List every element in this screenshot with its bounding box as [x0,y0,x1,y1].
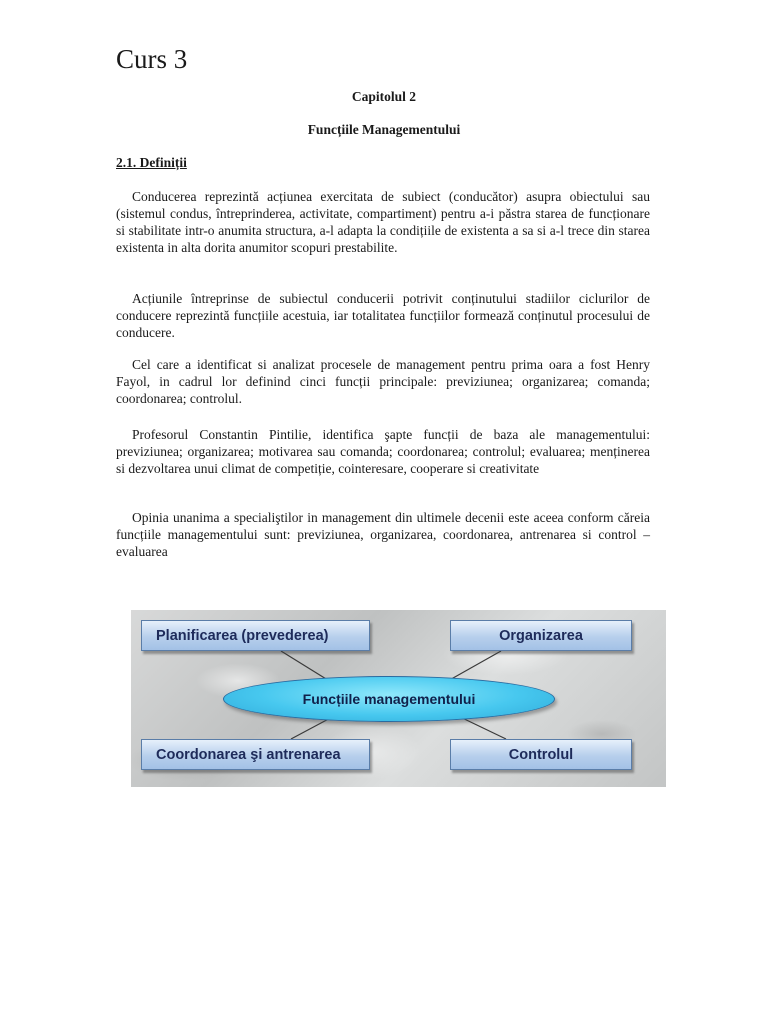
diagram-box-organizarea: Organizarea [450,620,632,651]
paragraph: Acțiunile întreprinse de subiectul conducerii potrivit conținutului stadiilor ciclurilor de conducere reprezintă funcțiile acestuia, iar totalitatea funcțiilor formează conținutul procesului de conducere. [116,291,650,340]
diagram-box-coordonarea: Coordonarea şi antrenarea [141,739,370,770]
paragraph: Opinia unanima a specialiştilor in management din ultimele decenii este aceea conform căreia funcțiile managementului sunt: previziunea, organizarea, coordonarea, antrenarea si control – evaluarea [116,510,650,559]
chapter-subtitle: Funcțiile Managementului [307,122,461,137]
paragraph: Profesorul Constantin Pintilie, identifica şapte funcții de baza ale managementului: previziunea; organizarea; motivarea sau comanda; coordonarea; controlul; evaluarea; menținerea si dezvoltarea unui climat de competiție, cointeresare, cooperare si creativitate [116,427,650,476]
paragraph: Conducerea reprezintă acțiunea exercitata de subiect (conducător) asupra obiectului sau (sistemul condus, întreprinderea, activitate, compartiment) pentru a-i păstra starea de funcționare si stabilitate intr-o anumita structura, a-l adapta la condițiile de existenta a sa si a-l trece din starea existenta in alta dorita anumitor scopuri prestabilite. [116,189,650,255]
paragraph: Cel care a identificat si analizat procesele de management pentru prima oara a fost Henry Fayol, in cadrul lor definind cinci funcții principale: previziunea; organizarea; comanda; coordonarea; controlul. [116,357,650,406]
chapter-heading: Capitolul 2 [351,89,417,104]
diagram-box-planificarea: Planificarea (prevederea) [141,620,370,651]
section-heading: 2.1. Definiții [116,155,187,170]
page-title: Curs 3 [116,44,188,74]
management-functions-diagram [131,610,666,787]
diagram-center-ellipse: Funcțiile managementului [223,676,555,722]
diagram-box-controlul: Controlul [450,739,632,770]
